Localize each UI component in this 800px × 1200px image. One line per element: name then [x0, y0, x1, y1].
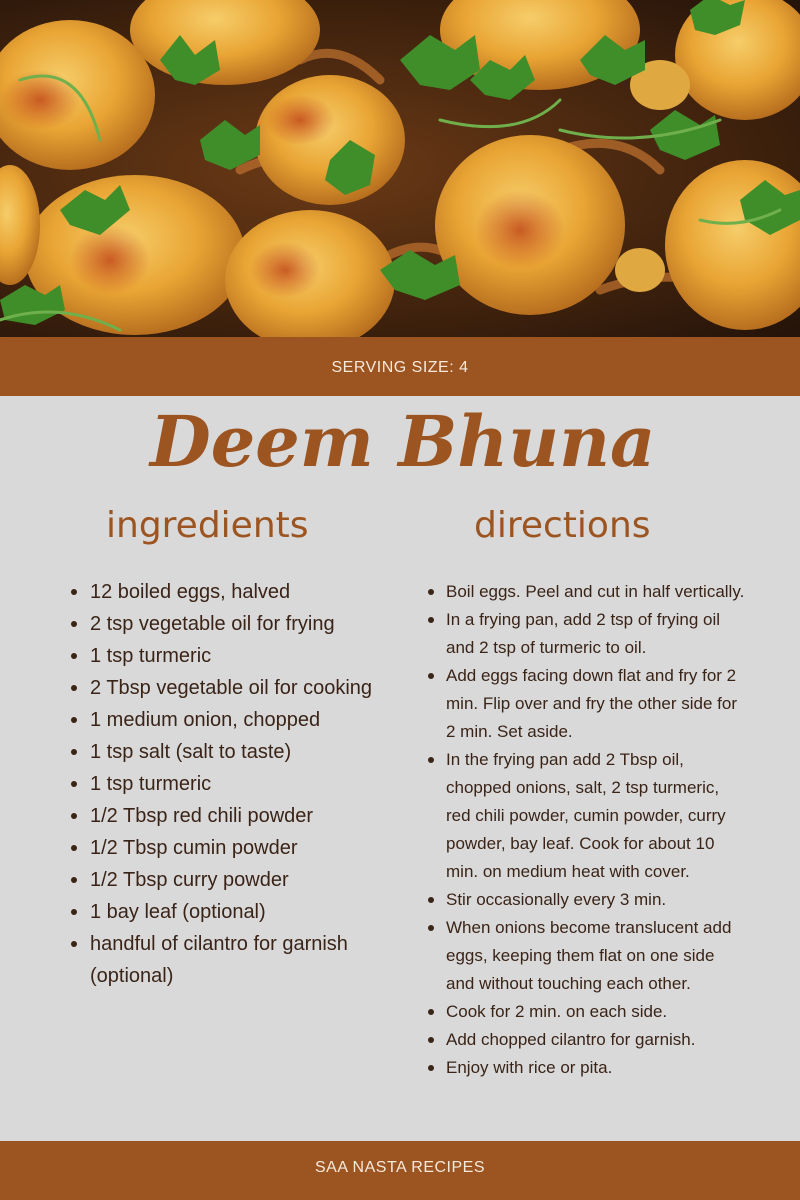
- direction-step: In a frying pan, add 2 tsp of frying oil and 2 tsp of turmeric to oil.: [446, 606, 746, 662]
- direction-step: When onions become translucent add eggs, keeping them flat on one side and without touching each other.: [446, 914, 746, 998]
- direction-step: In the frying pan add 2 Tbsp oil, chopped onions, salt, 2 tsp turmeric, red chili powder, cumin powder, curry powder, bay leaf. Cook for about 10 min. on medium heat with cover.: [446, 746, 746, 886]
- serving-size-label: SERVING SIZE: 4: [331, 359, 469, 376]
- ingredient-item: 12 boiled eggs, halved: [90, 576, 390, 608]
- ingredient-item: 1 tsp turmeric: [90, 768, 390, 800]
- ingredient-item: 1 bay leaf (optional): [90, 896, 390, 928]
- direction-step: Stir occasionally every 3 min.: [446, 886, 746, 914]
- ingredients-list: [90, 576, 390, 992]
- serving-size-band: [0, 337, 800, 396]
- ingredient-item: 1 tsp salt (salt to taste): [90, 736, 390, 768]
- ingredient-item: handful of cilantro for garnish (optional): [90, 928, 390, 992]
- ingredients-heading: ingredients: [106, 505, 309, 546]
- direction-step: Boil eggs. Peel and cut in half vertically.: [446, 578, 746, 606]
- deem-bhuna-photo: [0, 0, 800, 337]
- ingredient-item: 1/2 Tbsp cumin powder: [90, 832, 390, 864]
- ingredient-item: 1/2 Tbsp red chili powder: [90, 800, 390, 832]
- direction-step: Cook for 2 min. on each side.: [446, 998, 746, 1026]
- direction-step: Enjoy with rice or pita.: [446, 1054, 746, 1082]
- recipe-title: Deem Bhuna: [150, 400, 656, 483]
- ingredient-item: 1/2 Tbsp curry powder: [90, 864, 390, 896]
- direction-step: Add eggs facing down flat and fry for 2 min. Flip over and fry the other side for 2 min. Set aside.: [446, 662, 746, 746]
- ingredient-item: 1 tsp turmeric: [90, 640, 390, 672]
- footer-label: SAA NASTA RECIPES: [314, 1159, 486, 1176]
- footer-band: [0, 1141, 800, 1200]
- directions-heading: directions: [474, 505, 651, 546]
- direction-step: Add chopped cilantro for garnish.: [446, 1026, 746, 1054]
- ingredient-item: 2 tsp vegetable oil for frying: [90, 608, 390, 640]
- hero-food-photo: [0, 0, 800, 337]
- ingredient-item: 2 Tbsp vegetable oil for cooking: [90, 672, 390, 704]
- directions-list: [446, 578, 746, 1082]
- ingredient-item: 1 medium onion, chopped: [90, 704, 390, 736]
